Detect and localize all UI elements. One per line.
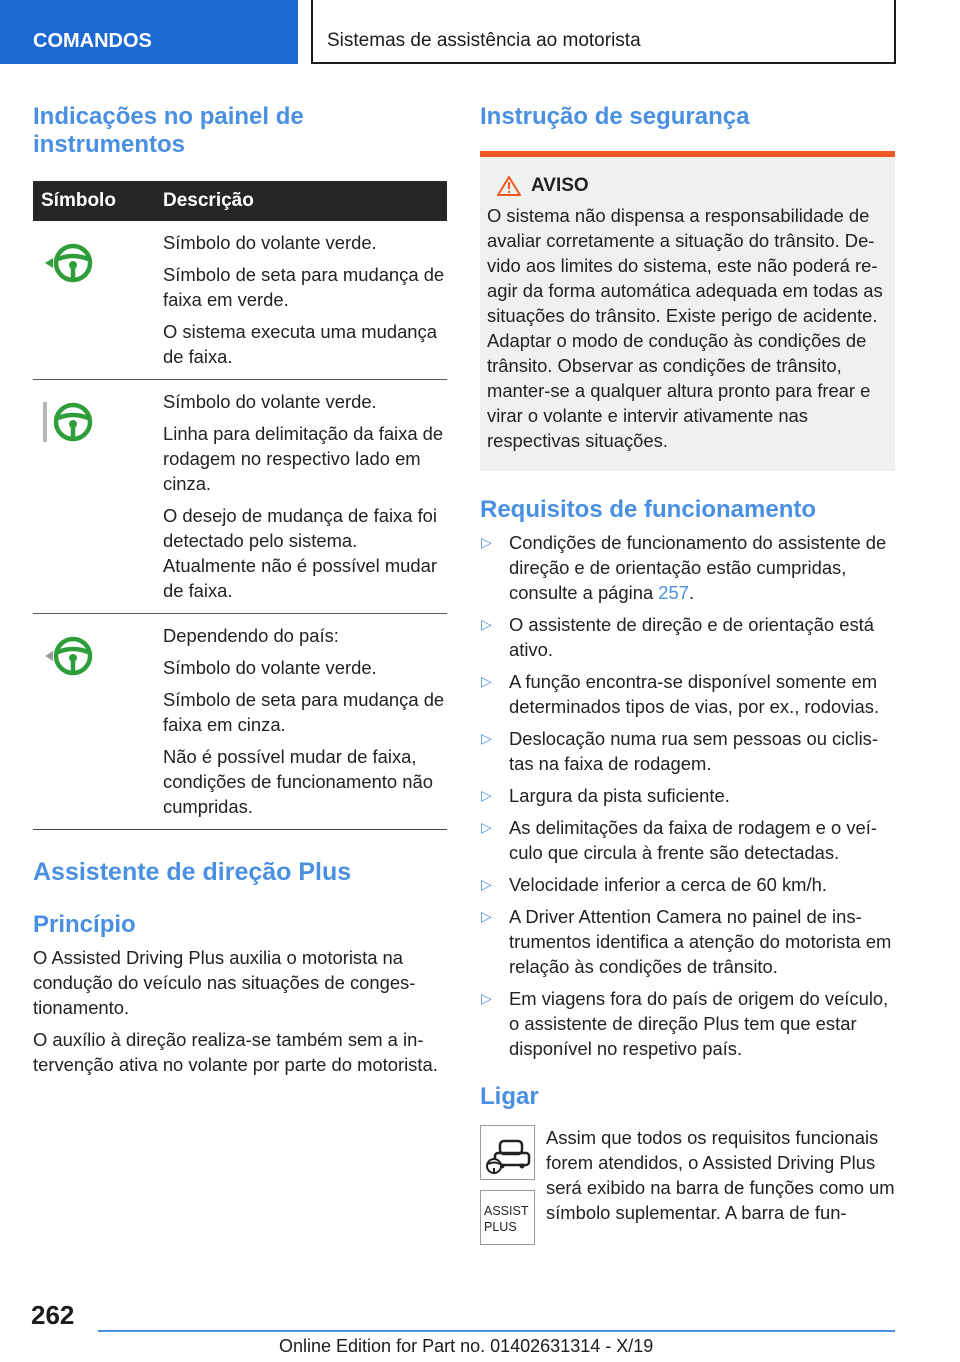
description-line: Símbolo do volante verde. xyxy=(163,391,377,412)
description-line: O desejo de mudança de faixa foi detectado pelo sistema. Atualmente não é possível mudar de faixa. xyxy=(163,505,437,601)
requirement-item xyxy=(480,669,895,719)
requirement-text xyxy=(509,530,895,605)
description-line: Símbolo do volante verde. xyxy=(163,657,377,678)
requirement-main-text: As delimitações da faixa de rodagem e o veículo que circula à frente são detectadas. xyxy=(509,817,878,863)
indicators-table xyxy=(33,181,447,830)
requirement-item xyxy=(480,986,895,1061)
requirement-main-text: Condições de funcionamento do assistente de direção e de orientação estão cumpridas, consulte a página xyxy=(509,532,887,603)
requirement-main-text: Largura da pista suficiente. xyxy=(509,785,730,806)
warning-title xyxy=(487,175,887,197)
section-title: Sistemas de assistência ao motorista xyxy=(311,0,896,64)
requirements-heading: Requisitos de funcionamento xyxy=(480,496,817,523)
requirement-text xyxy=(509,669,895,719)
requirement-text xyxy=(509,872,895,897)
indicators-heading: Indicações no painel de instrumentos xyxy=(33,103,304,158)
assisted-driving-car-icon xyxy=(481,1126,534,1179)
requirement-main-text: Velocidade inferior a cerca de 60 km/h. xyxy=(509,874,827,895)
steering-wheel-green-lane-line-icon xyxy=(41,399,97,445)
bullet-triangle-icon: ▷ xyxy=(481,534,492,550)
page-reference-link[interactable]: 257 xyxy=(658,582,689,603)
requirement-item xyxy=(480,612,895,662)
table-row xyxy=(33,221,447,380)
requirement-text xyxy=(509,726,895,776)
warning-triangle-icon xyxy=(497,176,521,196)
requirement-item xyxy=(480,783,895,808)
bullet-triangle-icon: ▷ xyxy=(481,787,492,803)
symbol-cell xyxy=(33,230,163,369)
description-line: Linha para delimitação da faixa de rodagem no respectivo lado em cinza. xyxy=(163,423,444,494)
page-number: 262 xyxy=(31,1300,75,1330)
column-header-description: Descrição xyxy=(163,190,254,211)
assist-plus-line1: ASSIST xyxy=(484,1204,529,1218)
requirements-list xyxy=(480,530,895,1061)
description-line: Símbolo de seta para mudança de faixa em verde. xyxy=(163,264,445,310)
bullet-triangle-icon: ▷ xyxy=(481,673,492,689)
requirement-text xyxy=(509,612,895,662)
requirement-text xyxy=(509,904,895,979)
requirement-main-text: Em viagens fora do país de origem do veículo, o assistente de direção Plus tem que estar disponível no respetivo país. xyxy=(509,988,889,1059)
bullet-triangle-icon: ▷ xyxy=(481,616,492,632)
description-cell xyxy=(163,230,447,369)
description-line: Dependendo do país: xyxy=(163,625,339,646)
description-line: Não é possível mudar de faixa, condições de funcionamento não cumpridas. xyxy=(163,746,433,817)
bullet-triangle-icon: ▷ xyxy=(481,876,492,892)
steering-wheel-green-arrow-left-icon xyxy=(41,240,97,286)
assist-plus-icon xyxy=(484,1203,528,1235)
column-header-symbol: Símbolo xyxy=(41,190,116,211)
description-cell xyxy=(163,389,447,603)
warning-text: O sistema não dispensa a responsabilidade de avaliar corretamente a situação do trânsito. Devido aos limites do sistema, este não poderá reagir da forma automática adequada em todas as situações do trânsito. Existe perigo de acidente. Adaptar o modo de condução às condições de trânsito. Observar as condições de trânsito, manter-se a qualquer altura pronto para frear e virar o volante e intervir ativamente nas respectivas situações. xyxy=(487,205,883,451)
requirement-text xyxy=(509,815,895,865)
assist-plus-button xyxy=(480,1190,535,1245)
requirement-item xyxy=(480,815,895,865)
requirement-item xyxy=(480,904,895,979)
ligar-icons xyxy=(480,1125,546,1255)
ligar-text: Assim que todos os requisitos funcionais forem atendidos, o Assisted Driving Plus será exibido na barra de funções como um símbolo suplementar. A barra de fun- xyxy=(546,1127,895,1223)
symbol-cell xyxy=(33,623,163,819)
table-row xyxy=(33,380,447,614)
description-cell xyxy=(163,623,447,819)
requirement-suffix: . xyxy=(688,582,695,603)
warning-label: AVISO xyxy=(531,175,589,196)
bullet-triangle-icon: ▷ xyxy=(481,819,492,835)
warning-box xyxy=(480,151,895,471)
ligar-section xyxy=(480,1125,895,1255)
requirement-item xyxy=(480,872,895,897)
description-line: Símbolo do volante verde. xyxy=(163,232,377,253)
requirement-main-text: A função encontra-se disponível somente em determinados tipos de vias, por ex., rodovias. xyxy=(509,671,880,717)
chapter-tab: COMANDOS xyxy=(0,0,298,64)
right-column xyxy=(480,103,895,1255)
principle-paragraph: O auxílio à direção realiza-se também sem a intervenção ativa no volante por parte do motorista. xyxy=(33,1029,438,1075)
principle-heading: Princípio xyxy=(33,911,136,938)
requirement-main-text: Deslocação numa rua sem pessoas ou ciclistas na faixa de rodagem. xyxy=(509,728,878,774)
description-line: O sistema executa uma mudança de faixa. xyxy=(163,321,437,367)
table-header xyxy=(33,181,447,221)
requirement-item xyxy=(480,726,895,776)
requirement-text xyxy=(509,783,895,808)
assist-plus-line2: PLUS xyxy=(484,1220,517,1234)
bullet-triangle-icon: ▷ xyxy=(481,730,492,746)
description-line: Símbolo de seta para mudança de faixa em cinza. xyxy=(163,689,445,735)
table-row xyxy=(33,614,447,830)
footer-divider xyxy=(98,1330,895,1332)
bullet-triangle-icon: ▷ xyxy=(481,990,492,1006)
edition-footer: Online Edition for Part no. 01402631314 - X/19 xyxy=(279,1336,654,1356)
requirement-text xyxy=(509,986,895,1061)
steering-wheel-green-arrow-grey-icon xyxy=(41,633,97,679)
left-column xyxy=(33,103,447,1077)
principle-paragraph: O Assisted Driving Plus auxilia o motorista na condução do veículo nas situações de congestionamento. xyxy=(33,947,416,1018)
symbol-cell xyxy=(33,389,163,603)
bullet-triangle-icon: ▷ xyxy=(481,908,492,924)
safety-heading: Instrução de segurança xyxy=(480,103,750,130)
requirement-main-text: O assistente de direção e de orientação está ativo. xyxy=(509,614,874,660)
ligar-heading: Ligar xyxy=(480,1083,539,1110)
assisted-driving-button xyxy=(480,1125,535,1180)
assist-heading: Assistente de direção Plus xyxy=(33,858,352,886)
requirement-item xyxy=(480,530,895,605)
requirement-main-text: A Driver Attention Camera no painel de instrumentos identifica a atenção do motorista em relação às condições de trânsito. xyxy=(509,906,892,977)
